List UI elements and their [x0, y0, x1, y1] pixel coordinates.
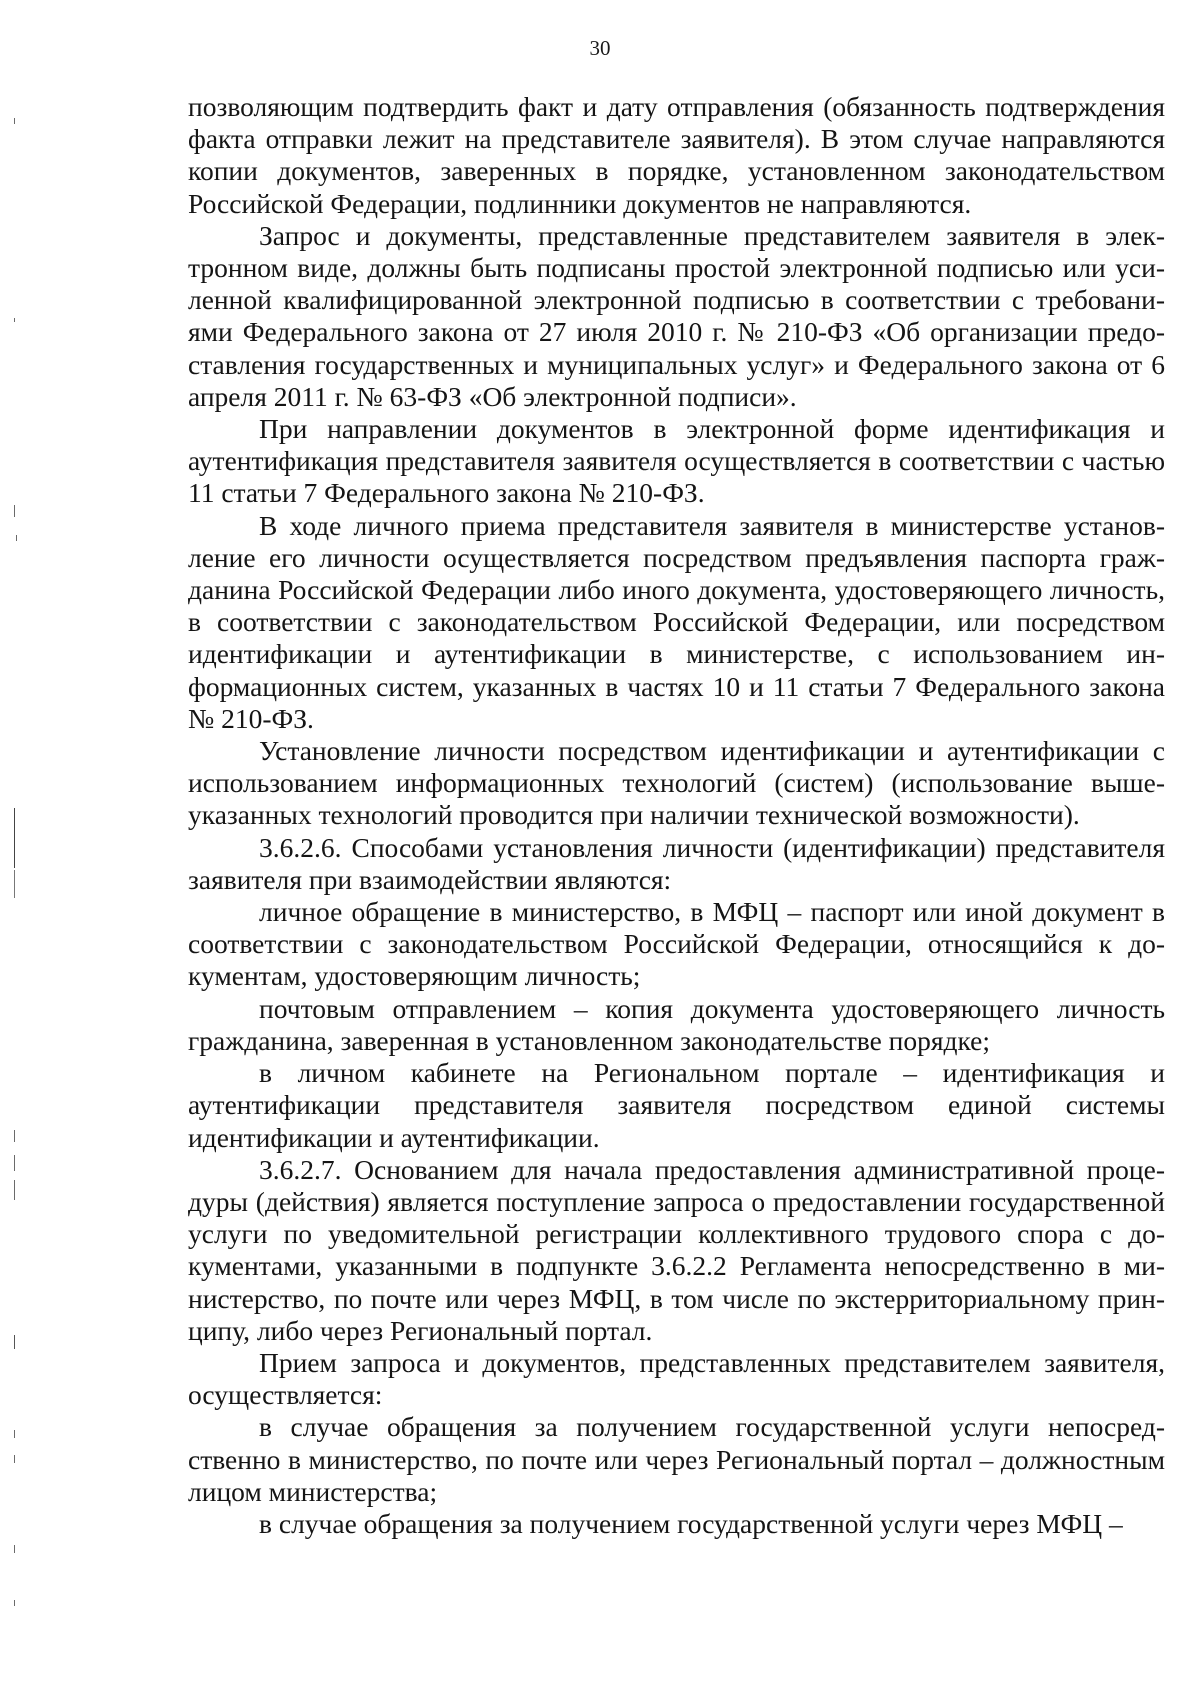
page-number: 30	[589, 36, 611, 60]
scan-mark	[14, 505, 15, 517]
paragraph: Запрос и документы, представленные представителем заявителя в электронном виде, должны быть подписаны простой электронной подписью или усиленной квалифицированной электронной подписью в соответствии с требованиями Федерального закона от 27 июля 2010 г. № 210-ФЗ «Об организации предоставления государственных и муниципальных услуг» и Федерального закона от 6 апреля 2011 г. № 63-ФЗ «Об электронной подписи».	[188, 219, 1165, 412]
scan-mark	[14, 1600, 15, 1606]
scan-mark	[14, 1335, 15, 1349]
scan-mark	[16, 535, 17, 541]
paragraph: в случае обращения за получением государственной услуги непосредственно в министерство, по почте или через Региональный портал – должностным лицом министерства;	[188, 1411, 1165, 1507]
scan-mark	[14, 118, 15, 124]
paragraph: почтовым отправлением – копия документа удостоверяющего личность гражданина, заверенная в установленном законодательстве порядке;	[188, 992, 1165, 1056]
scan-mark	[14, 1545, 15, 1553]
paragraph: личное обращение в министерство, в МФЦ – паспорт или иной документ в соответствии с законодательством Российской Федерации, относящийся к документам, удостоверяющим личность;	[188, 896, 1165, 992]
scan-mark	[14, 1130, 15, 1142]
paragraph: Установление личности посредством идентификации и аутентификации с использованием информационных технологий (систем) (использование вышеуказанных технологий проводится при наличии технической возможности).	[188, 735, 1165, 831]
paragraph: 3.6.2.6. Способами установления личности (идентификации) представителя заявителя при взаимодействии являются:	[188, 831, 1165, 895]
scan-mark	[14, 1430, 15, 1438]
scan-mark	[14, 808, 15, 868]
scan-mark	[14, 1455, 15, 1463]
scan-mark	[14, 1180, 15, 1200]
scan-mark	[14, 318, 15, 322]
scan-mark	[14, 870, 15, 898]
paragraph: в личном кабинете на Региональном портале – идентификация и аутентификации представителя заявителя посредством единой системы идентификации и аутентификации.	[188, 1057, 1165, 1153]
document-body	[188, 91, 1165, 1540]
scan-mark	[14, 1155, 15, 1171]
paragraph: в случае обращения за получением государственной услуги через МФЦ –	[259, 1507, 1123, 1539]
paragraph: 3.6.2.7. Основанием для начала предоставления административной процедуры (действия) является поступление запроса о предоставлении государственной услуги по уведомительной регистрации коллективного трудового спора с документами, указанными в подпункте 3.6.2.2 Регламента непосредственно в министерство, по почте или через МФЦ, в том числе по экстерриториальному принципу, либо через Региональный портал.	[188, 1153, 1165, 1346]
paragraph: Прием запроса и документов, представленных представителем заявителя, осуществляется:	[188, 1346, 1165, 1411]
paragraph: При направлении документов в электронной форме идентификация и аутентификация представителя заявителя осуществляется в соответствии с частью 11 статьи 7 Федерального закона № 210-ФЗ.	[188, 413, 1165, 509]
paragraph: В ходе личного приема представителя заявителя в министерстве установление его личности осуществляется посредством предъявления паспорта гражданина Российской Федерации либо иного документа, удостоверяющего личность, в соответствии с законодательством Российской Федерации, или посредством идентификации и аутентификации в министерстве, с использованием информационных систем, указанных в частях 10 и 11 статьи 7 Федерального закона № 210-ФЗ.	[188, 509, 1165, 734]
paragraph: позволяющим подтвердить факт и дату отправления (обязанность подтверждения факта отправки лежит на представителе заявителя). В этом случае направляются копии документов, заверенных в порядке, установленном законодательством Российской Федерации, подлинники документов не направляются.	[188, 91, 1165, 219]
